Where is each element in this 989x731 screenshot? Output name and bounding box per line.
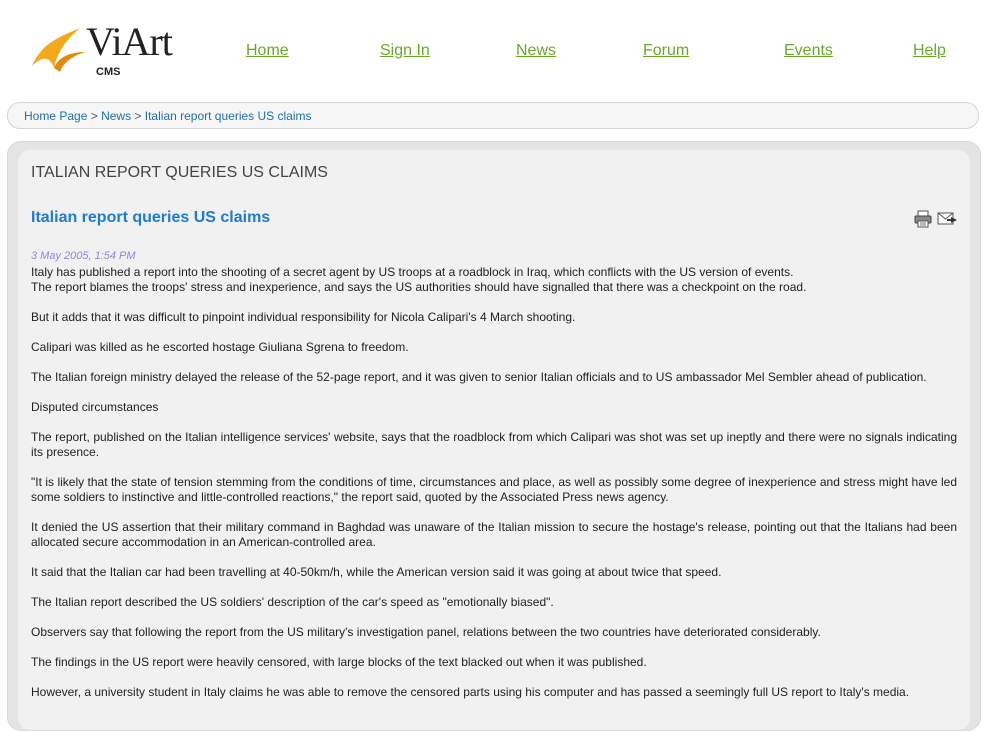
article-paragraph: The report blames the troops' stress and inexperience, and says the US authorities should have signalled that there was a checkpoint on the road. (31, 280, 807, 294)
breadcrumb-news-link[interactable]: News (101, 109, 132, 123)
logo-wordmark: ViArt (86, 19, 172, 64)
article-body (31, 265, 957, 715)
article-paragraph: The findings in the US report were heavily censored, with large blocks of the text blacked out when it was published. (31, 655, 647, 669)
breadcrumb (7, 102, 979, 129)
nav-help[interactable]: Help (913, 42, 946, 59)
article-paragraph: Italy has published a report into the shooting of a secret agent by US troops at a roadblock in Iraq, which conflicts with the US version of events. (31, 265, 794, 279)
viart-logo[interactable] (28, 20, 188, 82)
breadcrumb-separator: > (134, 109, 145, 123)
article-paragraph: It said that the Italian car had been travelling at 40-50km/h, while the American version said it was going at about twice that speed. (31, 565, 722, 579)
nav-forum[interactable]: Forum (643, 42, 690, 59)
breadcrumb-separator: > (90, 109, 102, 123)
article-tools (913, 210, 959, 228)
email-icon[interactable] (937, 210, 957, 228)
printer-icon[interactable] (913, 210, 933, 228)
breadcrumb-current-link[interactable]: Italian report queries US claims (144, 109, 312, 123)
article-paragraph: However, a university student in Italy claims he was able to remove the censored parts using his computer and has passed a seemingly full US report to Italy's media. (31, 685, 910, 699)
article-paragraph: Calipari was killed as he escorted hostage Giuliana Sgrena to freedom. (31, 340, 409, 354)
nav-news[interactable]: News (516, 42, 557, 59)
breadcrumb-home-link[interactable]: Home Page (24, 109, 88, 123)
nav-events[interactable]: Events (784, 42, 833, 59)
article-paragraph: The report, published on the Italian intelligence services' website, says that the roadblock from which Calipari was shot was set up ineptly and there were no signals indicating its presence. (31, 430, 957, 459)
article-paragraph: The Italian report described the US soldiers' description of the car's speed as "emotionally biased". (31, 595, 554, 609)
nav-sign-in[interactable]: Sign In (380, 42, 430, 59)
article-paragraph: It denied the US assertion that their military command in Baghdad was unaware of the Italian mission to secure the hostage's release, pointing out that the Italians had been allocated secure accommodation in an American-controlled area. (31, 520, 957, 549)
header (0, 0, 989, 100)
block-title: ITALIAN REPORT QUERIES US CLAIMS (31, 164, 328, 181)
logo-swoosh-icon (28, 22, 88, 82)
article-paragraph: The Italian foreign ministry delayed the release of the 52-page report, and it was given to senior Italian officials and to US ambassador Mel Sembler ahead of publication. (31, 370, 927, 384)
article-date: 3 May 2005, 1:54 PM (31, 250, 136, 262)
nav-home[interactable]: Home (246, 42, 289, 59)
article-title: Italian report queries US claims (31, 209, 271, 226)
article-paragraph: Observers say that following the report from the US military's investigation panel, relations between the two countries have deteriorated considerably. (31, 625, 821, 639)
article-paragraph: But it adds that it was difficult to pinpoint individual responsibility for Nicola Calipari's 4 March shooting. (31, 310, 576, 324)
logo-subtitle: CMS (96, 66, 121, 78)
article-paragraph: "It is likely that the state of tension stemming from the conditions of time, circumstances and place, as well as possibly some degree of inexperience and stress might have led some soldiers to instinctive and little-controlled reactions," the report said, quoted by the Associated Press news agency. (31, 475, 957, 504)
article-subheading: Disputed circumstances (31, 400, 159, 414)
